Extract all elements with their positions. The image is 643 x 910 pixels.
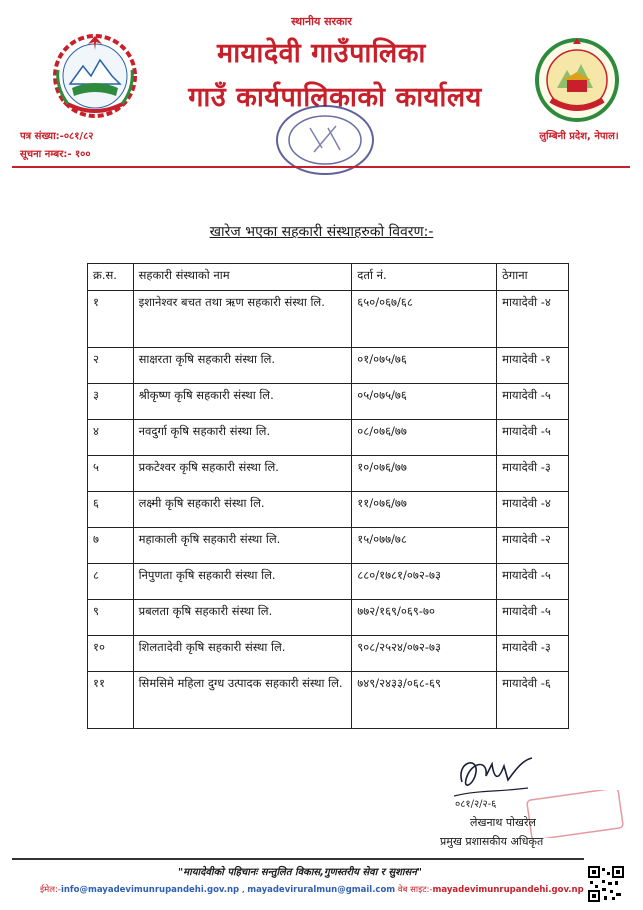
- table-row: [88, 384, 569, 420]
- email-separator: ,: [241, 885, 245, 895]
- website-link[interactable]: mayadevimunrupandehi.gov.np: [432, 885, 584, 895]
- table-row: [88, 600, 569, 636]
- cell-address: मायादेवी -३: [497, 636, 569, 672]
- cell-registration: ७४९/२४३३/०६८-६९: [352, 672, 497, 729]
- letter-number: पत्र संख्या:-०८१/८२: [20, 131, 94, 142]
- email-link-primary[interactable]: info@mayadevimunrupandehi.gov.np: [60, 885, 240, 895]
- cell-address: मायादेवी -४: [497, 291, 569, 348]
- notice-number: सूचना नम्बर:- १००: [20, 149, 91, 160]
- table-row: [88, 420, 569, 456]
- email-label: ईमेल:-: [40, 885, 61, 895]
- cell-registration: ०८/०७६/७७: [352, 420, 497, 456]
- cell-sn: ३: [88, 384, 134, 420]
- table-row: [88, 672, 569, 729]
- cell-name: प्रबलता कृषि सहकारी संस्था लि.: [133, 600, 352, 636]
- table-row: [88, 528, 569, 564]
- table-row: [88, 456, 569, 492]
- table-row: [88, 348, 569, 384]
- cell-registration: ७७२/१६९/०६९-७०: [352, 600, 497, 636]
- cell-name: निपुणता कृषि सहकारी संस्था लि.: [133, 564, 352, 600]
- office-subtitle: गाउँ कार्यपालिकाको कार्यालय: [188, 82, 482, 113]
- cell-registration: ८८०/१७८१/०७२-७३: [352, 564, 497, 600]
- cooperatives-table: [87, 263, 569, 729]
- cell-sn: १०: [88, 636, 134, 672]
- cell-address: मायादेवी -५: [497, 384, 569, 420]
- column-header-address: ठेगाना: [497, 264, 569, 291]
- footer-slogan: "मायादेवीको पहिचानः सन्तुलित विकास,गुणस्तरीय सेवा र सुशासन": [177, 867, 423, 878]
- signer-title: प्रमुख प्रशासकीय अधिकृत: [440, 835, 544, 848]
- cell-name: प्रकटेश्वर कृषि सहकारी संस्था लि.: [133, 456, 352, 492]
- signer-name: लेखनाथ पोखरेल: [470, 816, 536, 829]
- cell-address: मायादेवी -३: [497, 456, 569, 492]
- cell-name: साक्षरता कृषि सहकारी संस्था लि.: [133, 348, 352, 384]
- cell-sn: ९: [88, 600, 134, 636]
- cell-address: मायादेवी -५: [497, 420, 569, 456]
- signature-date: ०८१/२/२-६: [455, 799, 497, 810]
- cell-name: महाकाली कृषि सहकारी संस्था लि.: [133, 528, 352, 564]
- table-row: [88, 564, 569, 600]
- government-label: स्थानीय सरकार: [291, 15, 352, 28]
- cell-sn: ६: [88, 492, 134, 528]
- cell-name: लक्ष्मी कृषि सहकारी संस्था लि.: [133, 492, 352, 528]
- cell-name: नवदुर्गा कृषि सहकारी संस्था लि.: [133, 420, 352, 456]
- cell-address: मायादेवी -५: [497, 564, 569, 600]
- document-title: खारेज भएका सहकारी संस्थाहरुको विवरण:-: [209, 224, 434, 240]
- cell-sn: ११: [88, 672, 134, 729]
- table-row: [88, 492, 569, 528]
- cell-registration: ९०८/२५२४/०७२-७३: [352, 636, 497, 672]
- cell-registration: ६५०/०६७/६८: [352, 291, 497, 348]
- cell-sn: ७: [88, 528, 134, 564]
- municipality-logo-icon: [533, 36, 621, 124]
- cell-registration: ०५/०७५/७६: [352, 384, 497, 420]
- nepal-emblem-icon: [50, 30, 140, 122]
- table-row: [88, 636, 569, 672]
- cell-address: मायादेवी -१: [497, 348, 569, 384]
- officer-stamp-icon: [525, 790, 625, 838]
- cell-sn: २: [88, 348, 134, 384]
- qr-code-icon: [588, 866, 624, 902]
- email-link-secondary[interactable]: mayadeviruralmun@gmail.com: [247, 885, 396, 895]
- column-header-name: सहकारी संस्थाको नाम: [133, 264, 352, 291]
- cell-name: इशानेश्वर बचत तथा ऋण सहकारी संस्था लि.: [133, 291, 352, 348]
- cell-registration: ११/०७६/७७: [352, 492, 497, 528]
- footer-divider: [12, 858, 584, 860]
- footer-contact: [40, 884, 584, 895]
- cell-sn: ४: [88, 420, 134, 456]
- cell-address: मायादेवी -६: [497, 672, 569, 729]
- website-label: वेब साइट:-: [397, 885, 433, 895]
- cell-name: शिलतादेवी कृषि सहकारी संस्था लि.: [133, 636, 352, 672]
- cell-name: सिमसिमे महिला दुग्ध उत्पादक सहकारी संस्था लि.: [133, 672, 352, 729]
- cell-sn: ८: [88, 564, 134, 600]
- province-label: लुम्बिनी प्रदेश, नेपाल।: [539, 131, 619, 142]
- table-row: [88, 291, 569, 348]
- table-header-row: [88, 264, 569, 291]
- office-name: मायादेवी गाउँपालिका: [217, 38, 426, 69]
- cell-registration: १०/०७६/७७: [352, 456, 497, 492]
- cell-address: मायादेवी -२: [497, 528, 569, 564]
- cell-address: मायादेवी -५: [497, 600, 569, 636]
- cell-sn: ५: [88, 456, 134, 492]
- cell-registration: १५/०७७/७८: [352, 528, 497, 564]
- column-header-registration: दर्ता नं.: [352, 264, 497, 291]
- cell-name: श्रीकृष्ण कृषि सहकारी संस्था लि.: [133, 384, 352, 420]
- cell-address: मायादेवी -४: [497, 492, 569, 528]
- cell-registration: ०१/०७५/७६: [352, 348, 497, 384]
- cell-sn: १: [88, 291, 134, 348]
- header-divider: [12, 166, 630, 168]
- office-stamp-icon: [270, 100, 380, 180]
- column-header-sn: क्र.स.: [88, 264, 134, 291]
